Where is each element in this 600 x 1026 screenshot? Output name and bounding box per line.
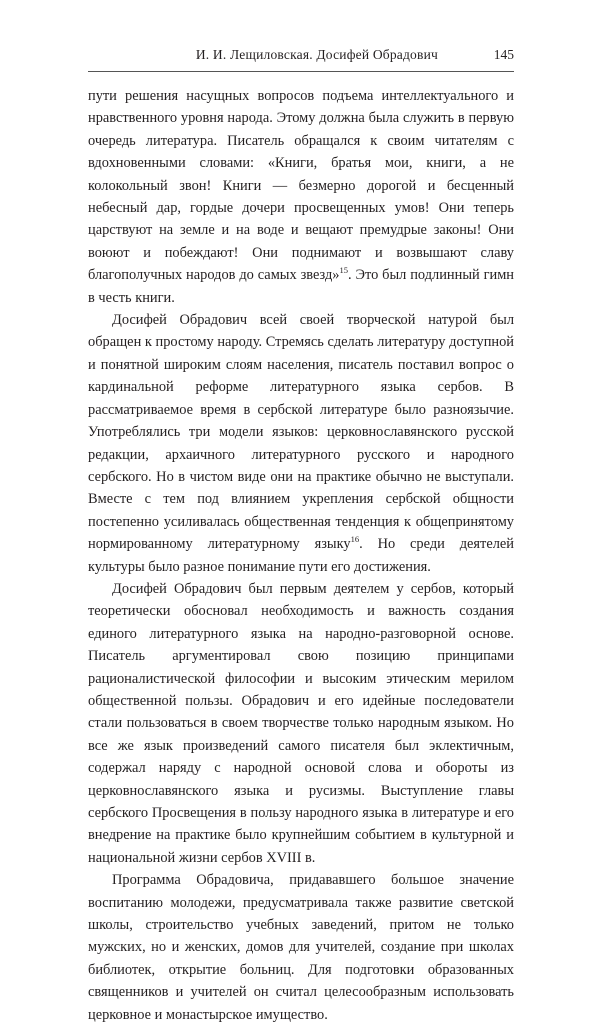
- paragraph-text: пути решения насущных вопросов подъема интеллектуального и нравственного уровня народа. Этому должна была служить в первую очередь литература. Писатель обращался к своим читателям с вдохновенными словами: «Книги, братья мои, книги, а не колокольный звон! Книги — безмерно дорогой и бесценный небесный дар, гордые дочери просвещенных умов! Они теперь царствуют на земле и на воде и вещают премудрые законы! Они воюют и побеждают! Они поднимают и возвышают славу благополучных народов до самых звезд»: [88, 88, 514, 284]
- page-number: 145: [493, 47, 514, 62]
- paragraph-text: Досифей Обрадович был первым деятелем у сербов, который теоретически обосновал необходимость и важность создания единого литературного языка на народно-разговорной основе. Писатель аргументировал свою позицию принципами рационалистической философии и высоким этическим мерилом общественной пользы. Обрадович и его идейные последователи стали пользоваться в своем творчестве только народным языком. Но все же язык произведений самого писателя был эклектичным, содержал наряду с народной основой слова и обороты из церковнославянского языка и русизмы. Выступление главы сербского Просвещения в пользу народного языка в литературе и его внедрение на практике было крупнейшим событием в культурной и национальной жизни сербов XVIII в.: [88, 580, 514, 866]
- paragraph-text: . Это был подлинный гимн в честь книги.: [88, 267, 514, 306]
- paragraph-1: [88, 85, 514, 309]
- paragraph-4: [88, 869, 514, 1026]
- running-title: И. И. Лещиловская. Досифей Обрадович: [195, 47, 438, 62]
- footnote-ref-16: 16: [350, 534, 360, 545]
- body-text: [88, 85, 514, 1026]
- paragraph-2: [88, 309, 514, 578]
- header-rule: [88, 71, 514, 72]
- footnote-ref-15: 15: [339, 265, 348, 276]
- paragraph-text: . Но среди деятелей культуры было разное понимание пути его достижения.: [88, 536, 514, 575]
- paragraph-text: Досифей Обрадович всей своей творческой натурой был обращен к простому народу. Стремясь сделать литературу доступной и понятной широким слоям населения, писатель поставил вопрос о кардинальной реформе литературного языка сербов. В рассматриваемое время в сербской литературе было разноязычие. Употреблялись три модели языков: церковнославянского русской редакции, архаичного литературного русского и народного сербского. Но в чистом виде они на практике обычно не выступали. Вместе с тем под влиянием укрепления сербской общности постепенно усиливалась общественная тенденция к общепринятому нормированному литературному языку: [88, 312, 514, 553]
- running-header: [88, 47, 514, 69]
- paragraph-text: Программа Обрадовича, придававшего большое значение воспитанию молодежи, предусматривала также развитие светской школы, строительство учебных заведений, притом не только мужских, но и женских, домов для учителей, создание при школах библиотек, открытие больниц. Для подготовки образованных священников и учителей он считал целесообразным использовать церковное и монастырское имущество.: [88, 872, 514, 1023]
- paragraph-3: [88, 578, 514, 869]
